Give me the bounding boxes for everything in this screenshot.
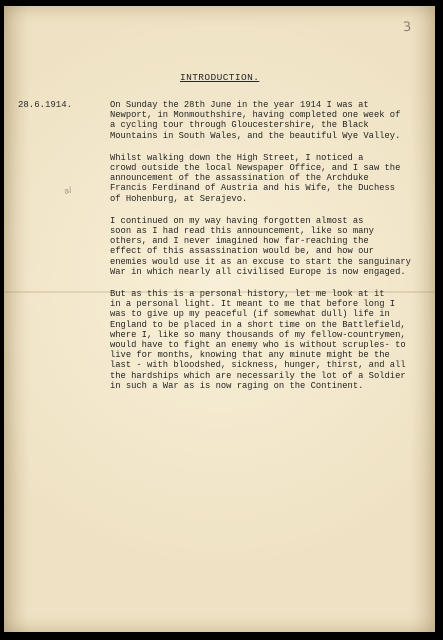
document-title: INTRODUCTION. <box>180 72 260 83</box>
text-line: Mountains in South Wales, and the beautiful Wye Valley. <box>110 130 401 141</box>
paragraph-3 <box>110 215 411 277</box>
paragraph-1 <box>110 100 405 141</box>
text-line: others, and I never imagined how far-reaching the <box>110 236 369 247</box>
text-line: was to give up my peaceful (if somewhat dull) life in <box>110 309 390 320</box>
text-line: in such a War as is now raging on the Continent. <box>110 380 364 391</box>
text-line: the hardships which are necessarily the lot of a Soldier <box>110 370 406 381</box>
text-line: I continued on my way having forgotten almost as <box>110 215 364 226</box>
body-text <box>110 100 411 391</box>
text-line: Whilst walking down the High Street, I noticed a <box>110 152 364 163</box>
text-line: But as this is a personal history, let me look at it <box>110 289 385 300</box>
page-number: 3 <box>402 19 412 36</box>
text-line: of Hohenburg, at Serajevo. <box>110 193 248 204</box>
margin-pencil-mark: a/ <box>62 184 73 197</box>
paragraph-2 <box>110 153 405 204</box>
text-line: announcement of the assassination of the Archduke <box>110 173 369 184</box>
text-line: would have to fight an enemy who is without scruples- to <box>110 340 406 351</box>
text-line: where I, like so many thousands of my fellow-countrymen, <box>110 329 406 340</box>
text-line: in a personal light. It meant to me that before long I <box>110 299 396 310</box>
text-line: Francis Ferdinand of Austria and his Wife, the Duchess <box>110 183 396 194</box>
text-line: crowd outside the local Newspaper Office, and I saw the <box>110 163 401 174</box>
text-line: effect of this assassination would be, and how our <box>110 246 374 257</box>
text-line: England to be placed in a short time on the Battlefield, <box>110 319 406 330</box>
paragraph-4 <box>110 289 405 391</box>
text-line: soon as I had read this announcement, like so many <box>110 226 374 237</box>
text-line: On Sunday the 28th June in the year 1914 I was at <box>110 100 369 110</box>
margin-date: 28.6.1914. <box>18 100 73 110</box>
text-line: live for months, knowing that any minute might be the <box>110 350 390 361</box>
text-line: enemies would use it as an excuse to start the sanguinary <box>110 256 411 267</box>
text-line: War in which nearly all civilised Europe is now engaged. <box>110 266 406 277</box>
text-line: Newport, in Monmouthshire, having completed one week of <box>110 110 401 121</box>
document-page <box>4 6 435 632</box>
text-line: last - with bloodshed, sickness, hunger, thirst, and all <box>110 360 406 371</box>
text-line: a cycling tour through Gloucestershire, the Black <box>110 120 369 131</box>
